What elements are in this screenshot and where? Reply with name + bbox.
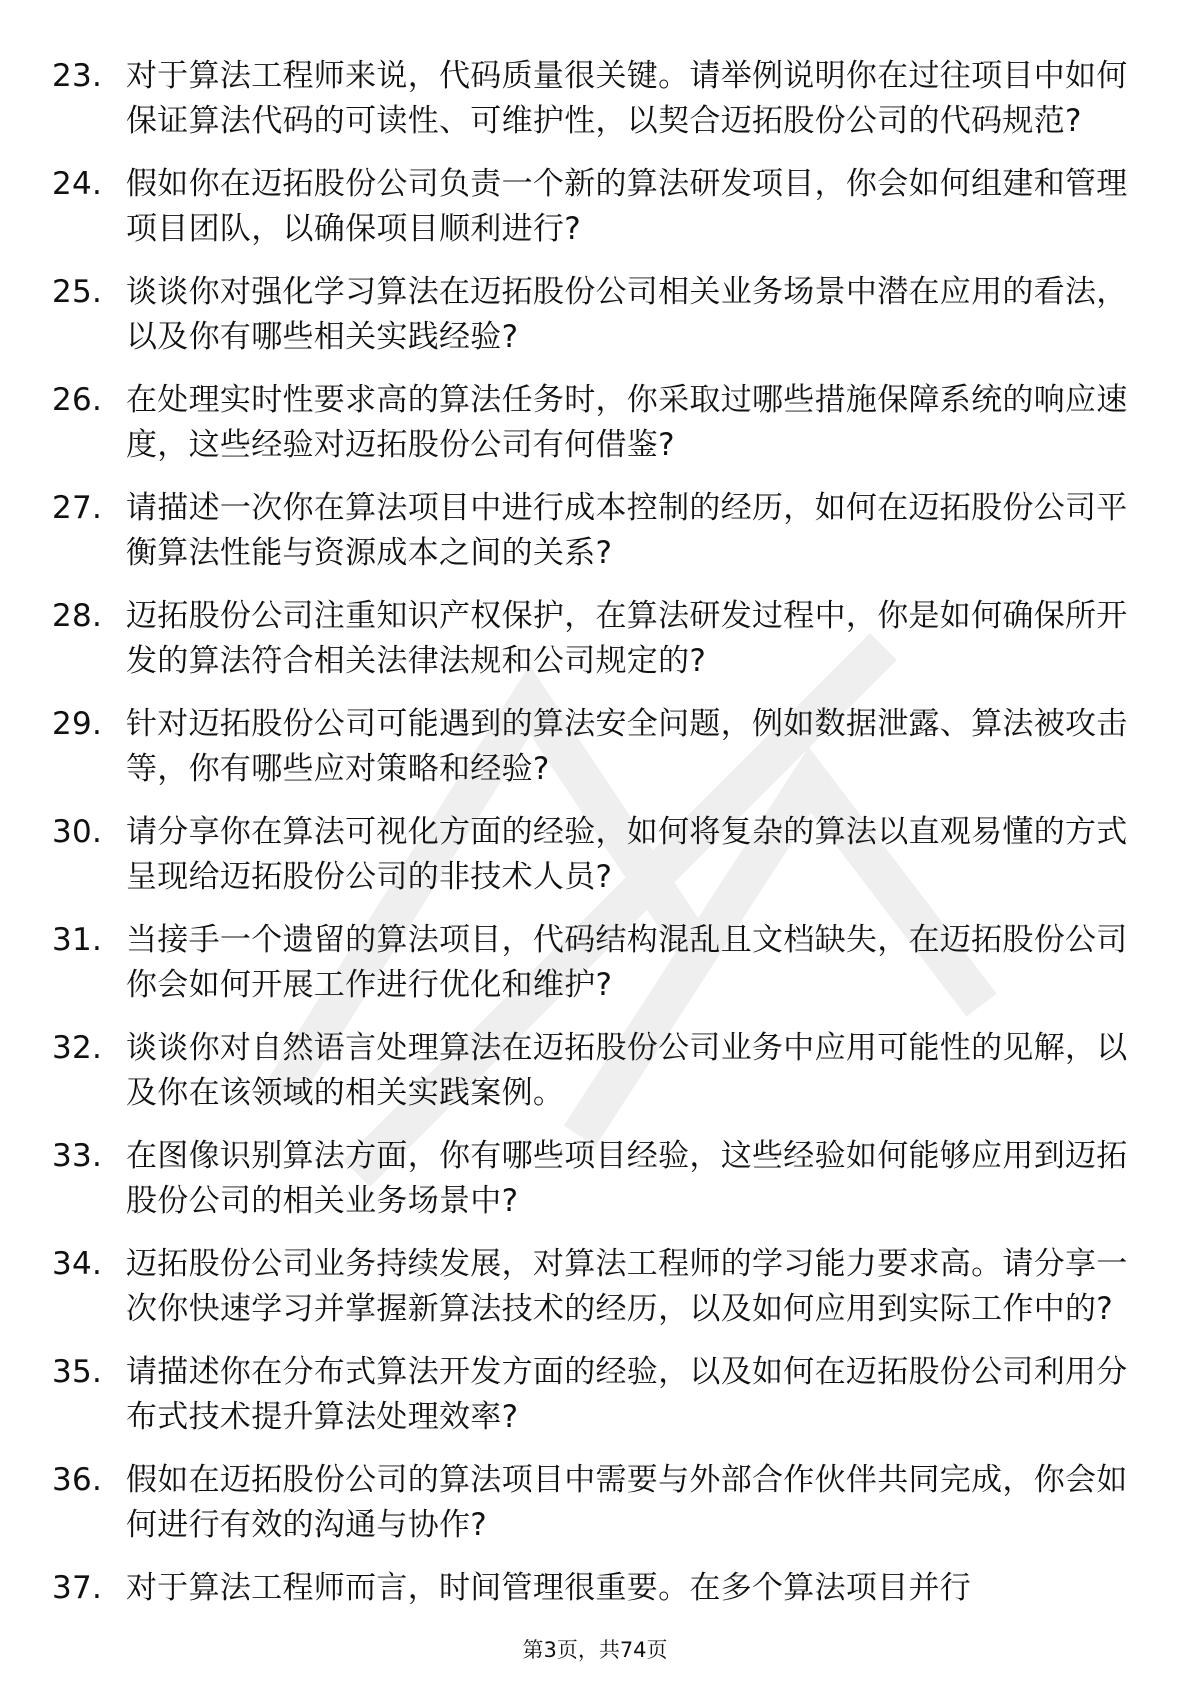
question-text: 假如你在迈拓股份公司负责一个新的算法研发项目，你会如何组建和管理项目团队，以确保项目顺利进行? xyxy=(126,166,1128,247)
question-number: 34. xyxy=(52,1246,103,1282)
question-number: 23. xyxy=(52,58,103,94)
question-item xyxy=(52,54,1142,143)
question-text: 在图像识别算法方面，你有哪些项目经验，这些经验如何能够应用到迈拓股份公司的相关业务场景中? xyxy=(126,1138,1128,1219)
question-number: 26. xyxy=(52,382,103,418)
question-item xyxy=(52,486,1142,575)
question-item xyxy=(52,1350,1142,1439)
question-list xyxy=(52,54,1142,1630)
question-item xyxy=(52,378,1142,467)
question-item xyxy=(52,918,1142,1007)
question-text: 迈拓股份公司注重知识产权保护，在算法研发过程中，你是如何确保所开发的算法符合相关法律法规和公司规定的? xyxy=(126,598,1128,679)
question-item xyxy=(52,1026,1142,1115)
question-text: 请描述一次你在算法项目中进行成本控制的经历，如何在迈拓股份公司平衡算法性能与资源成本之间的关系? xyxy=(126,490,1128,571)
question-number: 25. xyxy=(52,274,103,310)
question-number: 33. xyxy=(52,1138,103,1174)
question-text: 对于算法工程师而言，时间管理很重要。在多个算法项目并行 xyxy=(126,1570,972,1606)
question-text: 假如在迈拓股份公司的算法项目中需要与外部合作伙伴共同完成，你会如何进行有效的沟通与协作? xyxy=(126,1462,1128,1543)
question-text: 在处理实时性要求高的算法任务时，你采取过哪些措施保障系统的响应速度，这些经验对迈拓股份公司有何借鉴? xyxy=(126,382,1128,463)
question-item xyxy=(52,1242,1142,1331)
page-number-label: 第3页，共74页 xyxy=(522,1638,668,1662)
question-item xyxy=(52,1458,1142,1547)
question-item xyxy=(52,810,1142,899)
question-text: 针对迈拓股份公司可能遇到的算法安全问题，例如数据泄露、算法被攻击等，你有哪些应对策略和经验? xyxy=(126,706,1128,787)
question-item xyxy=(52,270,1142,359)
question-item xyxy=(52,162,1142,251)
question-number: 31. xyxy=(52,922,103,958)
question-text: 对于算法工程师来说，代码质量很关键。请举例说明你在过往项目中如何保证算法代码的可读性、可维护性，以契合迈拓股份公司的代码规范? xyxy=(126,58,1128,139)
question-item xyxy=(52,594,1142,683)
question-text: 请分享你在算法可视化方面的经验，如何将复杂的算法以直观易懂的方式呈现给迈拓股份公司的非技术人员? xyxy=(126,814,1128,895)
page-footer xyxy=(0,1634,1190,1664)
question-text: 请描述你在分布式算法开发方面的经验，以及如何在迈拓股份公司利用分布式技术提升算法处理效率? xyxy=(126,1354,1128,1435)
question-item xyxy=(52,702,1142,791)
question-text: 谈谈你对自然语言处理算法在迈拓股份公司业务中应用可能性的见解，以及你在该领域的相关实践案例。 xyxy=(126,1030,1128,1111)
question-number: 36. xyxy=(52,1462,103,1498)
question-number: 29. xyxy=(52,706,103,742)
question-number: 28. xyxy=(52,598,103,634)
question-text: 谈谈你对强化学习算法在迈拓股份公司相关业务场景中潜在应用的看法，以及你有哪些相关实践经验? xyxy=(126,274,1128,355)
question-number: 32. xyxy=(52,1030,103,1066)
question-item xyxy=(52,1566,1142,1611)
question-number: 37. xyxy=(52,1570,103,1606)
question-number: 30. xyxy=(52,814,103,850)
question-item xyxy=(52,1134,1142,1223)
question-number: 24. xyxy=(52,166,103,202)
question-number: 35. xyxy=(52,1354,103,1390)
question-number: 27. xyxy=(52,490,103,526)
question-text: 当接手一个遗留的算法项目，代码结构混乱且文档缺失，在迈拓股份公司你会如何开展工作进行优化和维护? xyxy=(126,922,1128,1003)
question-text: 迈拓股份公司业务持续发展，对算法工程师的学习能力要求高。请分享一次你快速学习并掌握新算法技术的经历，以及如何应用到实际工作中的? xyxy=(126,1246,1128,1327)
